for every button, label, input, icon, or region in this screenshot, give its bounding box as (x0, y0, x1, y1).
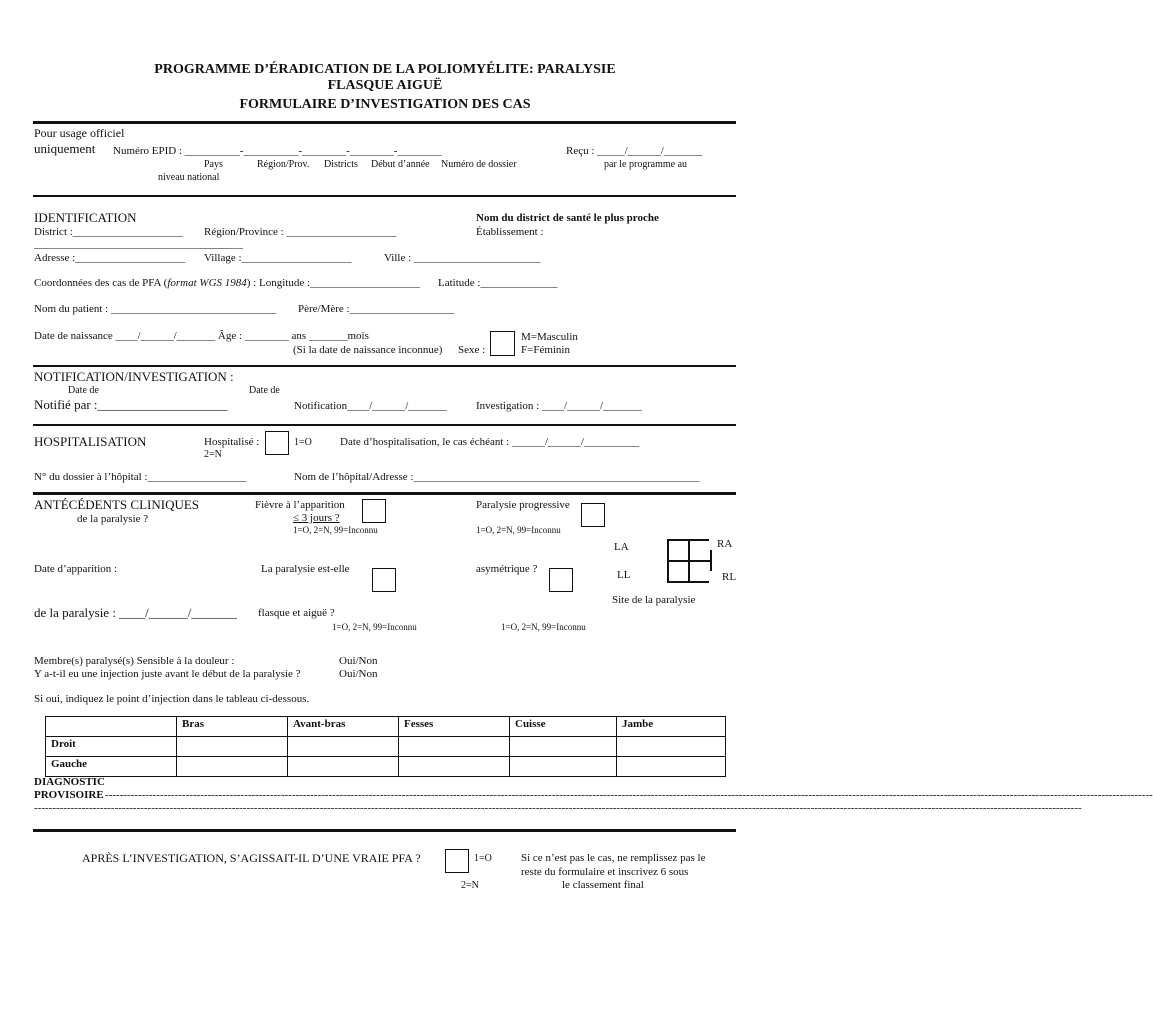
adresse-field[interactable]: Adresse :____________________ (34, 252, 186, 264)
coordinates-format: format WGS 1984 (167, 277, 247, 289)
hospitalisation-section-title: HOSPITALISATION (34, 434, 147, 449)
row-label-droit: Droit (46, 737, 177, 757)
official-use-label: Pour usage officiel (34, 126, 125, 140)
true-afp-yes-code: 1=O (474, 853, 492, 864)
table-header-row (46, 717, 726, 737)
nearest-district-label: Nom du district de santé le plus proche (476, 212, 659, 224)
onset-date-label: Date d’apparition : (34, 563, 118, 575)
site-rl-label: RL (722, 571, 737, 583)
table-header-fesses: Fesses (399, 717, 510, 737)
flaccid-acute-checkbox[interactable] (372, 568, 396, 592)
etablissement-field[interactable]: Établissement : (476, 226, 544, 238)
cell-gauche-bras[interactable] (177, 757, 288, 777)
asymmetric-code: 1=O, 2=N, 99=Inconnu (501, 622, 586, 632)
hospitalise-yes-code: 1=O (294, 437, 312, 448)
form-title-line1: PROGRAMME D’ÉRADICATION DE LA POLIOMYÉLITE: PARALYSIE (154, 62, 616, 77)
investigation-date-field[interactable]: Investigation : ____/______/_______ (476, 400, 642, 412)
cell-droit-fesses[interactable] (399, 737, 510, 757)
la-paralysie-est-elle-label: La paralysie est-elle (261, 563, 350, 575)
row-label-gauche: Gauche (46, 757, 177, 777)
date-de-label-1: Date de (68, 385, 99, 396)
sexe-male-code: M=Masculin (521, 331, 578, 343)
coordinates-label: Coordonnées des cas de PFA ( (34, 277, 168, 289)
official-use-label-2: uniquement (34, 141, 96, 156)
identification-rule (33, 365, 736, 367)
injection-site-table (45, 716, 726, 777)
cell-gauche-cuisse[interactable] (510, 757, 617, 777)
sexe-checkbox[interactable] (490, 331, 515, 356)
table-header-jambe: Jambe (617, 717, 726, 737)
site-diagram-middle-line (667, 560, 711, 562)
table-header-avant-bras: Avant-bras (288, 717, 399, 737)
table-row (46, 737, 726, 757)
hospitalise-checkbox[interactable] (265, 431, 289, 455)
paralysis-onset-date-field[interactable]: de la paralysie : ____/______/_______ (34, 605, 237, 620)
cell-gauche-avant-bras[interactable] (288, 757, 399, 777)
sensitive-to-pain-answer[interactable]: Oui/Non (339, 655, 378, 667)
provisoire-label: PROVISOIRE (34, 789, 104, 801)
form-title-line3: FORMULAIRE D’INVESTIGATION DES CAS (239, 97, 531, 112)
notification-date-field[interactable]: Notification____/______/_______ (294, 400, 447, 412)
cell-droit-jambe[interactable] (617, 737, 726, 757)
patient-name-field[interactable]: Nom du patient : ______________________________ (34, 303, 276, 315)
flaccid-acute-label: flasque et aiguë ? (258, 607, 335, 619)
hospitalise-label: Hospitalisé : (204, 436, 260, 448)
true-afp-checkbox[interactable] (445, 849, 469, 873)
epid-sub-debut: Début d’année (371, 159, 430, 170)
site-ra-label: RA (717, 538, 733, 550)
ville-field[interactable]: Ville : _______________________ (384, 252, 541, 264)
official-rule (33, 195, 736, 197)
notification-rule (33, 424, 736, 426)
cell-droit-cuisse[interactable] (510, 737, 617, 757)
table-header-empty (46, 717, 177, 737)
table-header-bras: Bras (177, 717, 288, 737)
final-note-line3: le classement final (562, 879, 644, 891)
date-de-label-2: Date de (249, 385, 280, 396)
fever-code: 1=O, 2=N, 99=Inconnu (293, 525, 378, 535)
table-row (46, 757, 726, 777)
dob-unknown-note: (Si la date de naissance inconnue) (293, 344, 443, 356)
epid-sub-region: Région/Prov. (257, 159, 310, 170)
site-la-label: LA (614, 541, 629, 553)
cell-gauche-jambe[interactable] (617, 757, 726, 777)
hospital-name-address-field[interactable]: Nom de l’hôpital/Adresse :____________________________________________________ (294, 471, 700, 483)
diagnostic-rule (33, 829, 736, 832)
recu-date-field[interactable]: Reçu : _____/______/_______ (566, 145, 703, 157)
epid-sub-districts: Districts (324, 159, 358, 170)
final-note-line1: Si ce n’est pas le cas, ne remplissez pas le (521, 852, 706, 864)
form-title-line2: FLASQUE AIGUË (327, 78, 443, 93)
header-rule (33, 121, 736, 124)
epid-number-field[interactable]: Numéro EPID : __________-__________-________-________-________ (113, 145, 442, 157)
fever-onset-label: Fièvre à l’apparition (255, 499, 345, 511)
injection-question-label: Y a-t-il eu une injection juste avant le début de la paralysie ? (34, 668, 301, 680)
injection-instruction: Si oui, indiquez le point d’injection dans le tableau ci-dessous. (34, 693, 310, 705)
fever-three-days-label: ≤ 3 jours ? (293, 512, 340, 524)
site-diagram-bottom-line (667, 581, 709, 583)
site-ll-label: LL (617, 569, 631, 581)
hospital-file-number-field[interactable]: N° du dossier à l’hôpital :__________________ (34, 471, 247, 483)
coordinates-field[interactable] (34, 277, 420, 290)
final-note-line2: reste du formulaire et inscrivez 6 sous (521, 866, 689, 878)
cell-gauche-fesses[interactable] (399, 757, 510, 777)
notifie-par-field[interactable]: Notifié par :____________________ (34, 397, 228, 412)
true-afp-no-code: 2=N (461, 880, 479, 891)
epid-sub-dossier: Numéro de dossier (441, 159, 517, 170)
diagnostic-dash-line-2: ---------------------------------------------------------------------------------------------------------------------------------------------------------------------------------------------------------------------------------------------------------------------------------------------- (34, 802, 1082, 814)
district-field[interactable]: District :____________________ (34, 226, 183, 238)
asymmetric-checkbox[interactable] (549, 568, 573, 592)
progressive-paralysis-checkbox[interactable] (581, 503, 605, 527)
true-afp-question: APRÈS L’INVESTIGATION, S’AGISSAIT-IL D’UNE VRAIE PFA ? (82, 851, 421, 865)
longitude-label: ) : Longitude :____________________ (246, 277, 421, 289)
site-diagram-right-tick (710, 550, 712, 571)
fever-checkbox[interactable] (362, 499, 386, 523)
hospitalisation-rule (33, 492, 736, 495)
hospitalise-no-code: 2=N (204, 449, 222, 460)
recu-sub-label: par le programme au (604, 159, 688, 170)
site-paralysis-label: Site de la paralysie (612, 594, 696, 606)
site-diagram-top-line (667, 539, 709, 541)
hospitalisation-date-field[interactable]: Date d’hospitalisation, le cas échéant : ______/______/__________ (340, 436, 640, 448)
sexe-female-code: F=Féminin (521, 344, 570, 356)
identification-section-title: IDENTIFICATION (34, 210, 137, 225)
injection-question-answer[interactable]: Oui/Non (339, 668, 378, 680)
sexe-label: Sexe : (458, 344, 486, 356)
de-la-paralysie-question: de la paralysie ? (77, 513, 149, 525)
table-header-cuisse: Cuisse (510, 717, 617, 737)
region-province-field[interactable]: Région/Province : ____________________ (204, 226, 397, 238)
district-underline: ______________________________________ (34, 238, 243, 250)
flaccid-code: 1=O, 2=N, 99=Inconnu (332, 622, 417, 632)
progressive-code: 1=O, 2=N, 99=Inconnu (476, 525, 561, 535)
asymmetric-label: asymétrique ? (476, 563, 538, 575)
clinical-section-title: ANTÉCÉDENTS CLINIQUES (34, 497, 200, 512)
diagnostic-dash-line-1[interactable]: ---------------------------------------------------------------------------------------------------------------------------------------------------------------------------------------------------------------------------------------------------------------------------------------------- (105, 789, 1153, 801)
epid-sub-niveau: niveau national (158, 172, 220, 183)
date-of-birth-field[interactable]: Date de naissance ____/______/_______ Âge : ________ ans _______mois (34, 330, 369, 342)
cell-droit-bras[interactable] (177, 737, 288, 757)
epid-sub-pays: Pays (204, 159, 223, 170)
latitude-field[interactable]: Latitude :______________ (438, 277, 558, 289)
village-field[interactable]: Village :____________________ (204, 252, 352, 264)
diagnostic-label: DIAGNOSTIC (34, 776, 105, 788)
progressive-paralysis-label: Paralysie progressive (476, 499, 570, 511)
cell-droit-avant-bras[interactable] (288, 737, 399, 757)
sensitive-to-pain-label: Membre(s) paralysé(s) Sensible à la douleur : (34, 655, 235, 667)
notification-section-title: NOTIFICATION/INVESTIGATION : (34, 369, 234, 384)
parent-name-field[interactable]: Père/Mère :___________________ (298, 303, 455, 315)
